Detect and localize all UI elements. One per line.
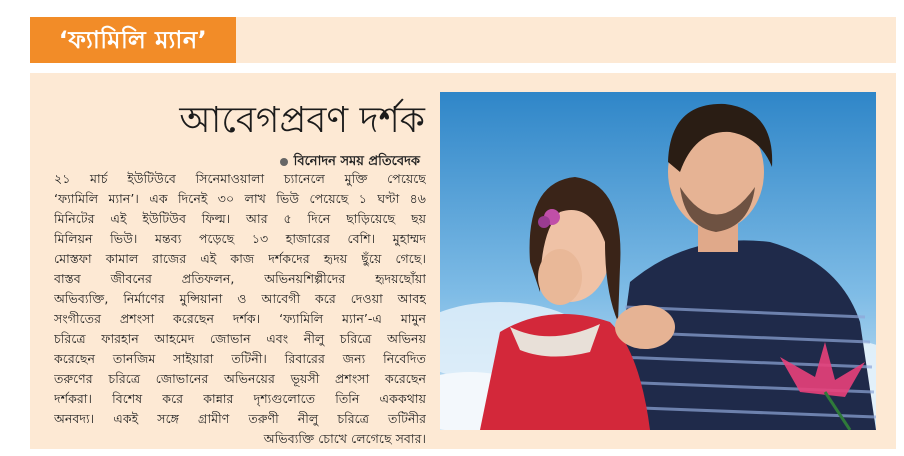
body-line: মিনিটের এই ইউটিউব ফিল্ম। আর ৫ দিনে ছাড়িয়েছে ছয় — [54, 211, 426, 226]
couple-photo-illustration — [440, 92, 876, 430]
body-line: তরুণের চরিত্রে জোভানের অভিনয়ের ভূয়সী প্রশংসা করেছেন — [54, 371, 426, 386]
body-line: চরিত্রে ফারহান আহমেদ জোভান এবং নীলু চরিত্রে অভিনয় — [54, 331, 426, 346]
body-line: অভিব্যক্তি চোখে লেগেছে সবার। — [263, 431, 426, 446]
article-body — [54, 169, 426, 449]
body-line: ২১ মার্চ ইউটিউবে সিনেমাওয়ালা চ্যানেলে মুক্তি পেয়েছে — [54, 171, 426, 186]
body-line: ‘ফ্যামিলি ম্যান’। এক দিনেই ৩০ লাখ ভিউ পেয়েছে ১ ঘণ্টা ৪৬ — [54, 191, 426, 206]
bullet-icon — [280, 158, 288, 166]
body-line: দর্শকরা। বিশেষ করে কান্নার দৃশ্যগুলোতে তিনি এককথায় — [54, 391, 426, 406]
body-line: মিলিয়ন ভিউ। মন্তব্য পড়েছে ১৩ হাজারের বেশি। মুহাম্মদ — [54, 231, 426, 246]
article-photo — [440, 92, 876, 430]
body-line: বাস্তব জীবনের প্রতিফলন, অভিনয়শিল্পীদের হৃদয়ছোঁয়া — [54, 271, 426, 286]
section-tag: ‘ফ্যামিলি ম্যান’ — [30, 17, 236, 63]
body-line: করেছেন তানজিম সাইয়ারা তটিনী। রিবারের জন্য নিবেদিত — [54, 351, 426, 366]
body-line: মোস্তফা কামাল রাজের এই কাজ দর্শকদের হৃদয় ছুঁয়ে গেছে। — [54, 251, 426, 266]
byline-text: বিনোদন সময় প্রতিবেদক — [293, 154, 420, 169]
article-headline: আবেগপ্রবণ দর্শক — [179, 100, 425, 141]
body-line: সংগীতের প্রশংসা করেছেন দর্শক। ‘ফ্যামিলি ম্যান’-এ মামুন — [54, 311, 426, 326]
body-line: অনবদ্য। একই সঙ্গে গ্রামীণ তরুণী নীলু চরিত্রে তটিনীর — [54, 411, 426, 426]
body-line: অভিব্যক্তি, নির্মাণের মুন্সিয়ানা ও আবেগী করে দেওয়া আবহ — [54, 291, 426, 306]
